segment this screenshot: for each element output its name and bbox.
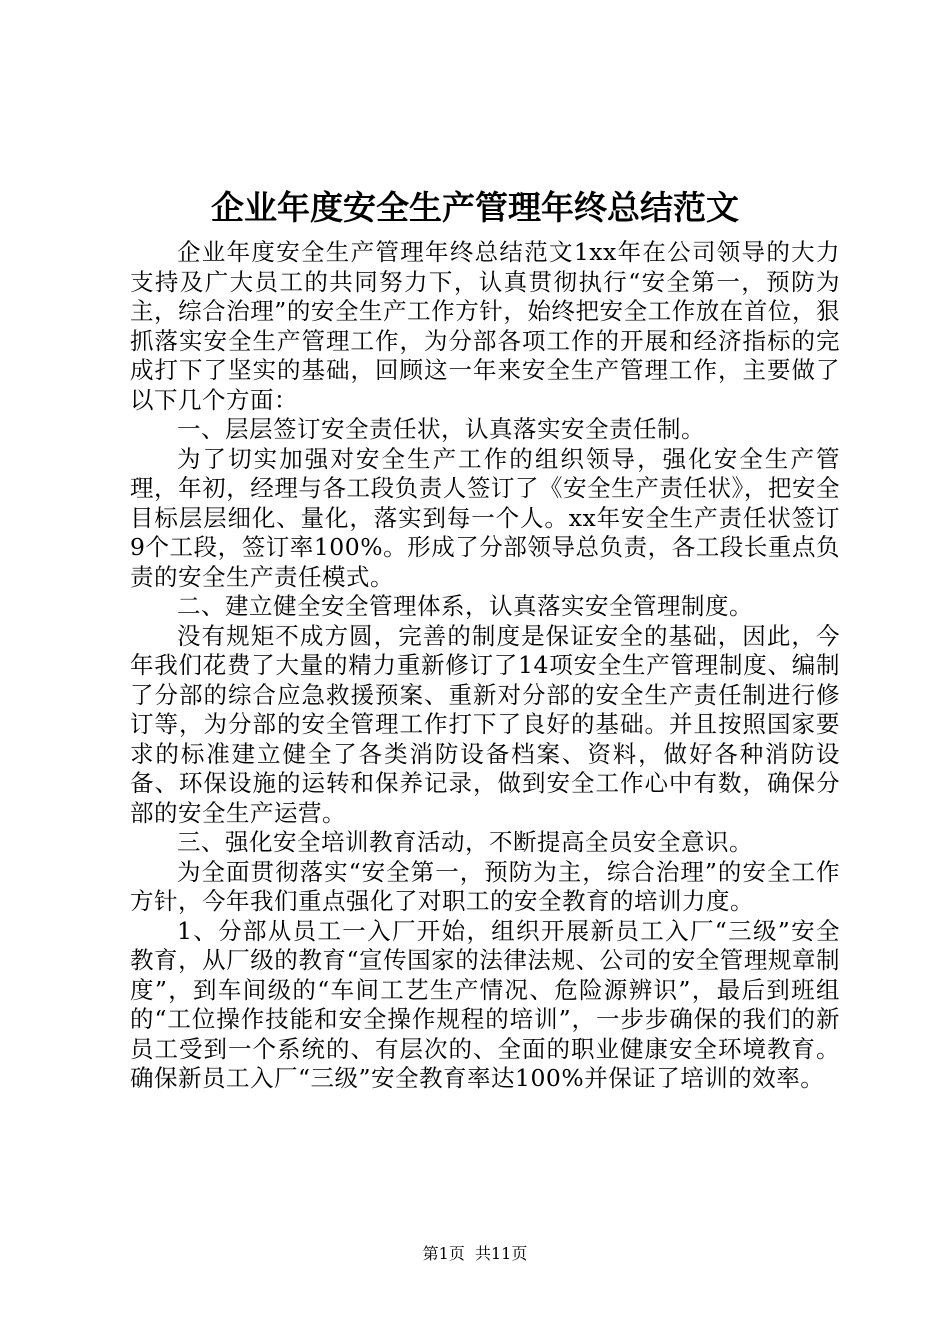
section-2-paragraph: 没有规矩不成方圆，完善的制度是保证安全的基础，因此，今年我们花费了大量的精力重新修订了14项安全生产管理制度、编制了分部的综合应急救援预案、重新对分部的安全生产责任制进行修订等，为分部的安全管理工作打下了良好的基础。并且按照国家要求的标准建立健全了各类消防设备档案、资料，做好各种消防设备、环保设施的运转和保养记录，做到安全工作心中有数，确保分部的安全生产运营。 [130, 621, 840, 827]
page-number-label: 第1页 共11页 [422, 1244, 528, 1263]
document-body [130, 238, 840, 1094]
section-3-item-1-paragraph: 1、分部从员工一入厂开始，组织开展新员工入厂“三级”安全教育，从厂级的教育“宣传国家的法律法规、公司的安全管理规章制度”，到车间级的“车间工艺生产情况、危险源辨识”，最后到班组的“工位操作技能和安全操作规程的培训”，一步步确保的我们的新员工受到一个系统的、有层次的、全面的职业健康安全环境教育。确保新员工入厂“三级”安全教育率达100%并保证了培训的效率。 [130, 916, 840, 1092]
section-3-paragraph: 为全面贯彻落实“安全第一，预防为主，综合治理”的安全工作方针，今年我们重点强化了对职工的安全教育的培训力度。 [130, 857, 840, 915]
section-heading-2: 二、建立健全安全管理体系，认真落实安全管理制度。 [177, 592, 753, 620]
section-heading-1: 一、层层签订安全责任状，认真落实安全责任制。 [177, 415, 705, 443]
document-title: 企业年度安全生产管理年终总结范文 [211, 188, 739, 227]
intro-paragraph: 企业年度安全生产管理年终总结范文1xx年在公司领导的大力支持及广大员工的共同努力下，认真贯彻执行“安全第一，预防为主，综合治理”的安全生产工作方针，始终把安全工作放在首位，狠抓落实安全生产管理工作，为分部各项工作的开展和经济指标的完成打下了坚实的基础，回顾这一年来安全生产管理工作，主要做了以下几个方面： [130, 238, 840, 414]
section-1-paragraph: 为了切实加强对安全生产工作的组织领导，强化安全生产管理，年初，经理与各工段负责人签订了《安全生产责任状》，把安全目标层层细化、量化，落实到每一个人。xx年安全生产责任状签订9个工段，签订率100%。形成了分部领导总负责，各工段长重点负责的安全生产责任模式。 [130, 444, 840, 591]
section-heading-3: 三、强化安全培训教育活动，不断提高全员安全意识。 [177, 828, 753, 856]
page-footer [0, 1244, 950, 1264]
